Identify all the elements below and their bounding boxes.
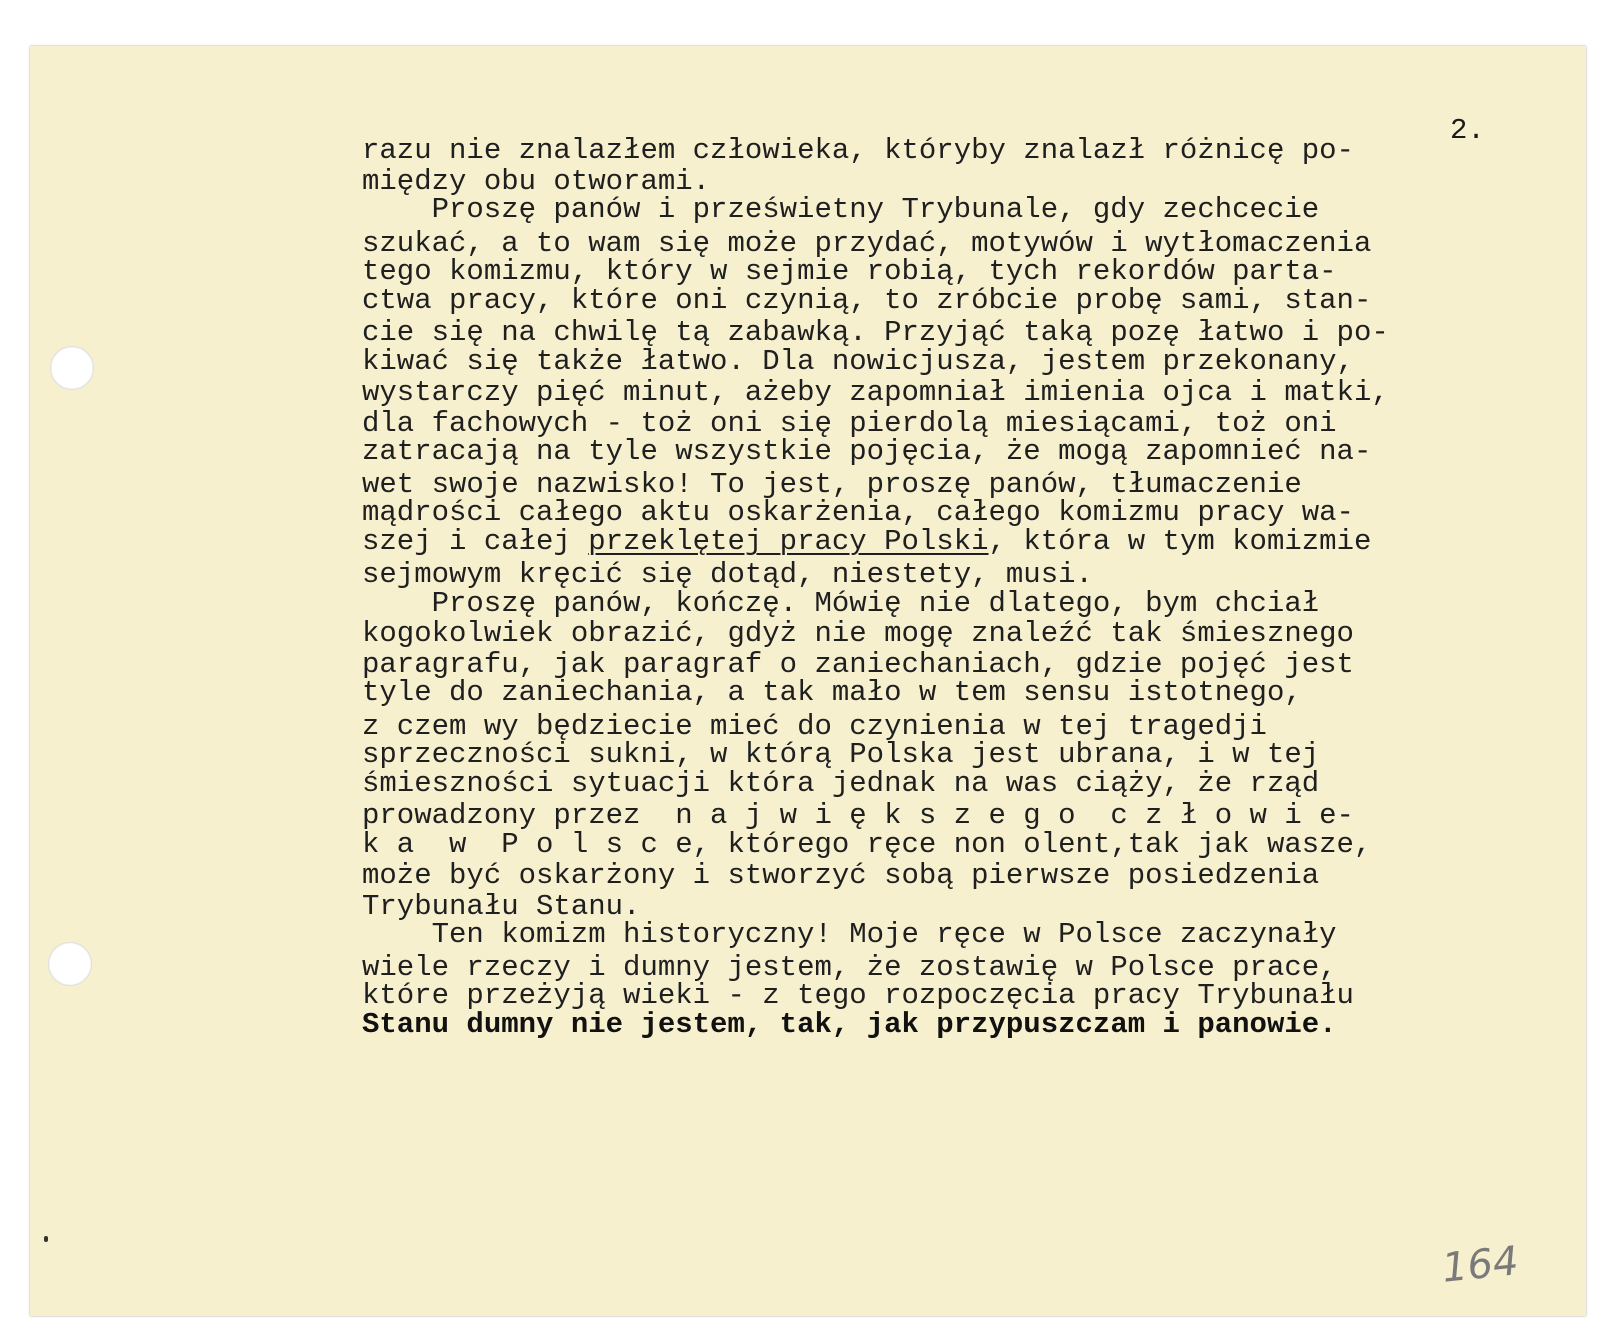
text-line [362, 498, 1512, 528]
text-line [362, 318, 1512, 348]
text-line-content: Proszę panów, kończę. Mówię nie dlatego, bym chciał [431, 586, 1320, 620]
text-line-content: Ten komizm historyczny! Moje ręce w Polsce zaczynały [431, 917, 1337, 951]
text-line [362, 195, 1512, 225]
text-line [362, 1010, 1512, 1040]
text-line-content: między obu otworami. [362, 165, 711, 199]
text-line-content: kiwać się także łatwo. Dla nowicjusza, jestem przekonany, [362, 345, 1354, 379]
text-line [362, 283, 1512, 317]
text-line-content: Trybunału Stanu. [362, 889, 641, 923]
text-line-content: wiele rzeczy i dumny jestem, że zostawię w Polsce prace, [362, 951, 1337, 985]
document-page [30, 46, 1586, 1316]
text-line-content: wet swoje nazwisko! To jest, proszę panów, tłumaczenie [362, 468, 1302, 502]
text-line [362, 254, 1512, 288]
text-line [362, 981, 1512, 1011]
page-number: 2. [1450, 114, 1485, 147]
text-line-content: szej i całej [362, 525, 589, 559]
text-line-content: paragrafu, jak paragraf o zaniechaniach, gdzie pojęć jest [362, 648, 1354, 682]
text-line [362, 801, 1512, 831]
text-line-content: cie się na chwilę tą zabawką. Przyjąć taką pozę łatwo i po- [362, 316, 1389, 350]
text-line [362, 830, 1512, 860]
text-line-content: kogokolwiek obrazić, gdyż nie mogę znaleźć tak śmiesznego [362, 617, 1354, 650]
text-line-continuation: , która w tym komizmie [988, 525, 1372, 559]
text-line-content: z czem wy będziecie mieć do czynienia w tej tragedji [362, 709, 1267, 743]
text-line-content: k a w P o l s c e, którego ręce non olent,tak jak wasze, [362, 828, 1372, 862]
text-line [362, 766, 1512, 800]
text-line-content: prowadzony przez n a j w i ę k s z e g o c z ł o w i e- [362, 799, 1354, 833]
punch-hole-bottom [48, 942, 92, 986]
text-line-content: tyle do zaniechania, a tak mało w tem sensu istotnego, [362, 676, 1302, 710]
text-line-content: które przeżyją wieki - z tego rozpoczęcia pracy Trybunału [362, 979, 1354, 1013]
text-line-content: zatracają na tyle wszystkie pojęcia, że mogą zapomnieć na- [362, 434, 1372, 468]
text-line-content: Stanu dumny nie jestem, tak, jak przypuszczam i panowie. [362, 1008, 1337, 1042]
text-line-content: mądrości całego aktu oskarżenia, całego komizmu pracy wa- [362, 496, 1354, 530]
text-line-content: śmieszności sytuacji która jednak na was ciąży, że rząd [362, 766, 1320, 800]
text-line-content: ctwa pracy, które oni czynią, to zróbcie probę sami, stan- [362, 283, 1372, 317]
archive-number: 164 [1439, 1238, 1521, 1292]
typed-text-body [362, 136, 1512, 1042]
text-line [362, 858, 1512, 892]
text-line-content: dla fachowych - toż oni się pierdolą miesiącami, toż oni [362, 406, 1337, 440]
text-line [362, 737, 1512, 771]
ink-speck [44, 1236, 48, 1242]
text-line-content: może być oskarżony i stworzyć sobą pierwsze posiedzenia [362, 858, 1320, 892]
underlined-phrase: przeklętej pracy Polski [588, 525, 989, 559]
punch-hole-top [50, 346, 94, 390]
text-line [362, 619, 1512, 649]
text-line [362, 136, 1512, 166]
text-line [362, 678, 1512, 708]
text-line-content: sprzeczności sukni, w którą Polska jest ubrana, i w tej [362, 737, 1320, 771]
text-line-content: wystarczy pięć minut, ażeby zapomniał imienia ojca i matki, [362, 375, 1389, 409]
text-line [362, 375, 1512, 409]
text-line-content: razu nie znalazłem człowieka, któryby znalazł różnicę po- [362, 134, 1354, 167]
text-line-content: tego komizmu, który w sejmie robią, tych rekordów parta- [362, 254, 1337, 288]
text-line [362, 527, 1512, 557]
text-line [362, 434, 1512, 468]
text-line-content: szukać, a to wam się może przydać, motywów i wytłomaczenia [362, 226, 1372, 260]
text-line-content: Proszę panów i prześwietny Trybunale, gdy zechcecie [431, 193, 1320, 227]
text-line [362, 917, 1512, 951]
text-line [362, 586, 1512, 620]
text-line [362, 347, 1512, 377]
text-line [362, 557, 1512, 591]
text-line-content: sejmowym kręcić się dotąd, niestety, musi. [362, 557, 1093, 591]
